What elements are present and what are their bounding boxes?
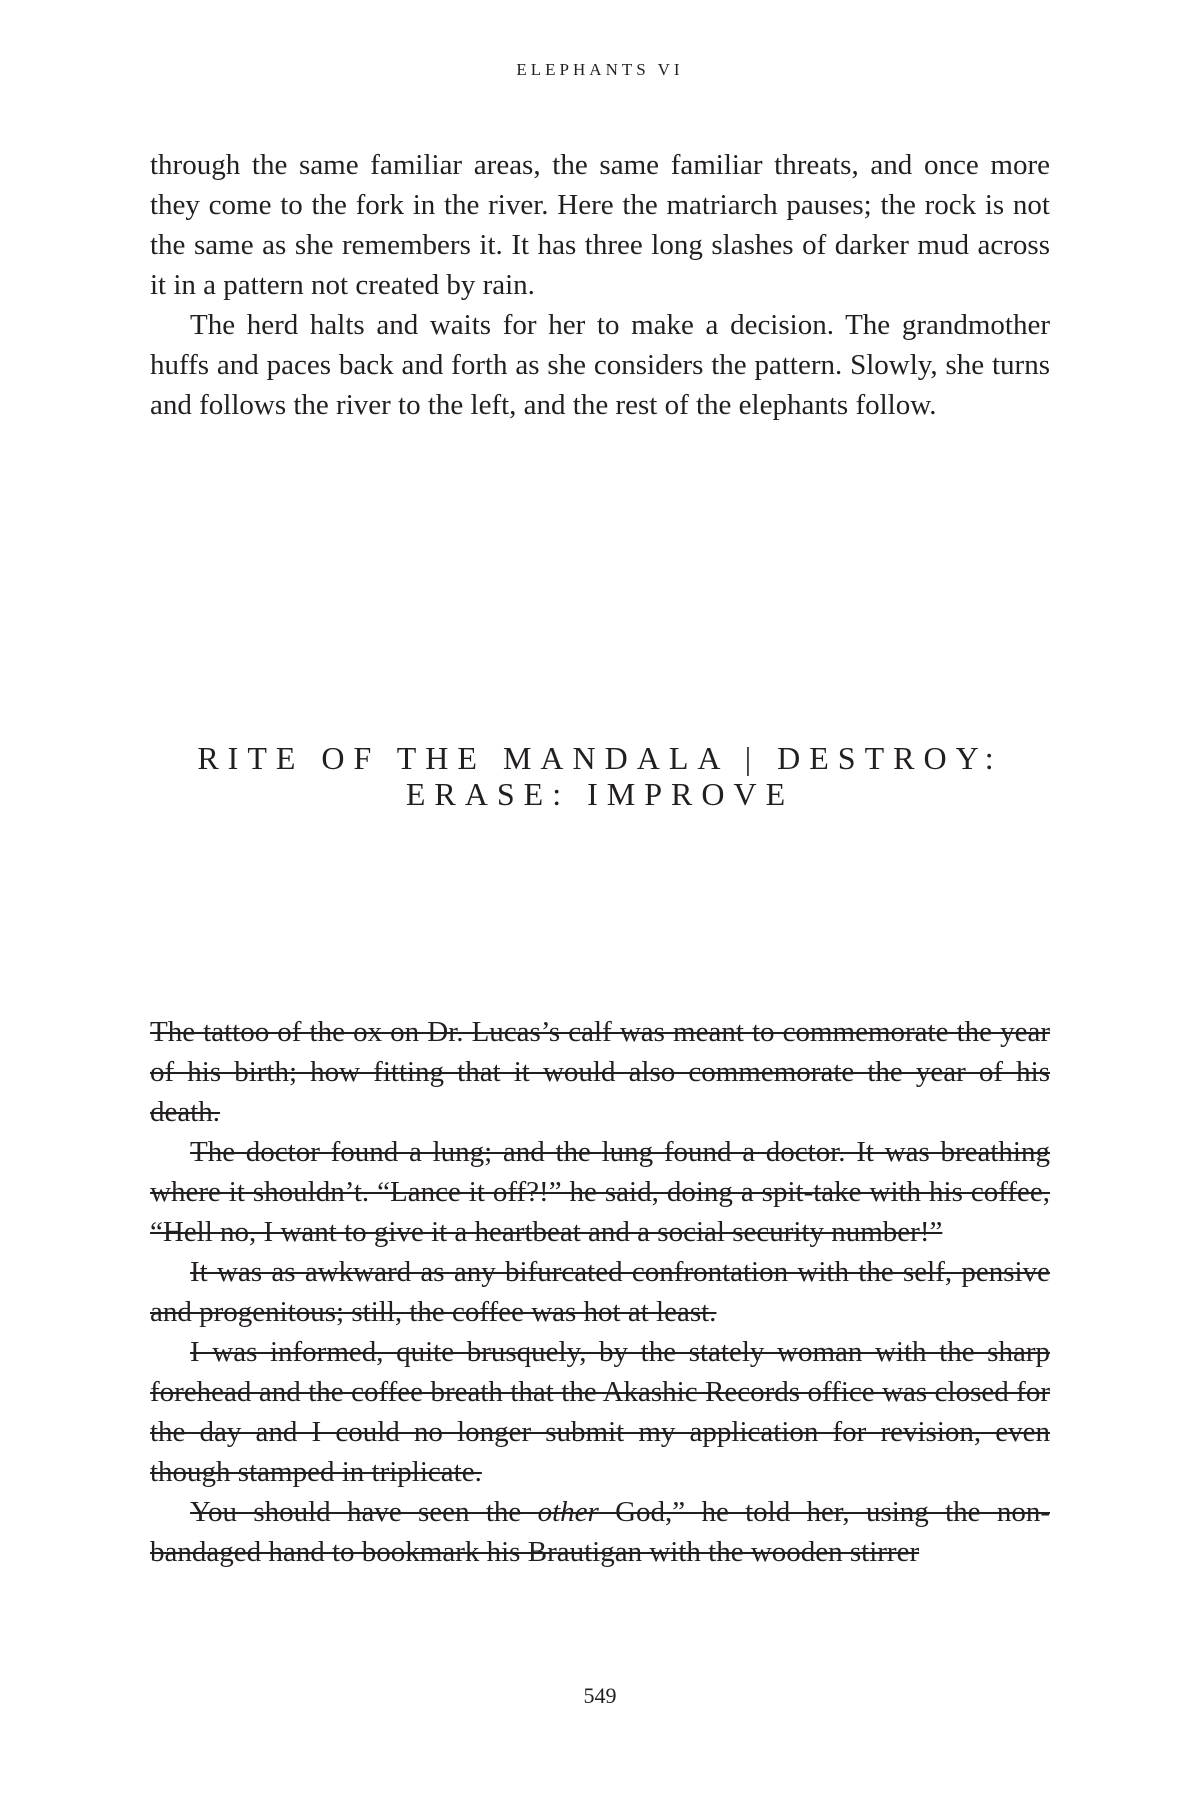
paragraph: The herd halts and waits for her to make a decision. The grandmother huffs and paces back and forth as she considers the pattern. Slowly, she turns and follows the river to the left, and the rest of the elephants follow. xyxy=(150,309,1050,421)
text-run: God,” he told her, using the non-bandaged hand to bookmark his Brautigan with the wooden stirrer xyxy=(150,1496,1050,1568)
section-heading xyxy=(150,740,1050,812)
section-heading-line-1: RITE OF THE MANDALA | DESTROY: xyxy=(197,740,1003,776)
page-number: 549 xyxy=(583,1683,617,1708)
struck-paragraph: It was as awkward as any bifurcated confrontation with the self, pensive and progenitous; still, the coffee was hot at least. xyxy=(150,1256,1050,1328)
elephants-text-block xyxy=(150,145,1050,425)
struck-paragraph: The tattoo of the ox on Dr. Lucas’s calf was meant to commemorate the year of his birth; how fitting that it would also commemorate the year of his death. xyxy=(150,1016,1050,1128)
struck-paragraph: I was informed, quite brusquely, by the stately woman with the sharp forehead and the coffee breath that the Akashic Records office was closed for the day and I could no longer submit my application for revision, even though stamped in triplicate. xyxy=(150,1336,1050,1488)
text-run: You should have seen the xyxy=(190,1496,538,1528)
paragraph: through the same familiar areas, the same familiar threats, and once more they come to the fork in the river. Here the matriarch pauses; the rock is not the same as she remembers it. It has three long slashes of darker mud across it in a pattern not created by rain. xyxy=(150,149,1050,301)
struck-paragraph-last xyxy=(150,1492,1050,1572)
italic-word: other xyxy=(537,1496,599,1528)
struck-paragraph: The doctor found a lung; and the lung found a doctor. It was breathing where it shouldn’t. “Lance it off?!” he said, doing a spit-take with his coffee, “Hell no, I want to give it a heartbeat and a social security number!” xyxy=(150,1136,1050,1248)
running-head: ELEPHANTS VI xyxy=(516,60,684,79)
section-heading-line-2: ERASE: IMPROVE xyxy=(405,776,795,812)
struck-through-text-block xyxy=(150,1012,1050,1572)
